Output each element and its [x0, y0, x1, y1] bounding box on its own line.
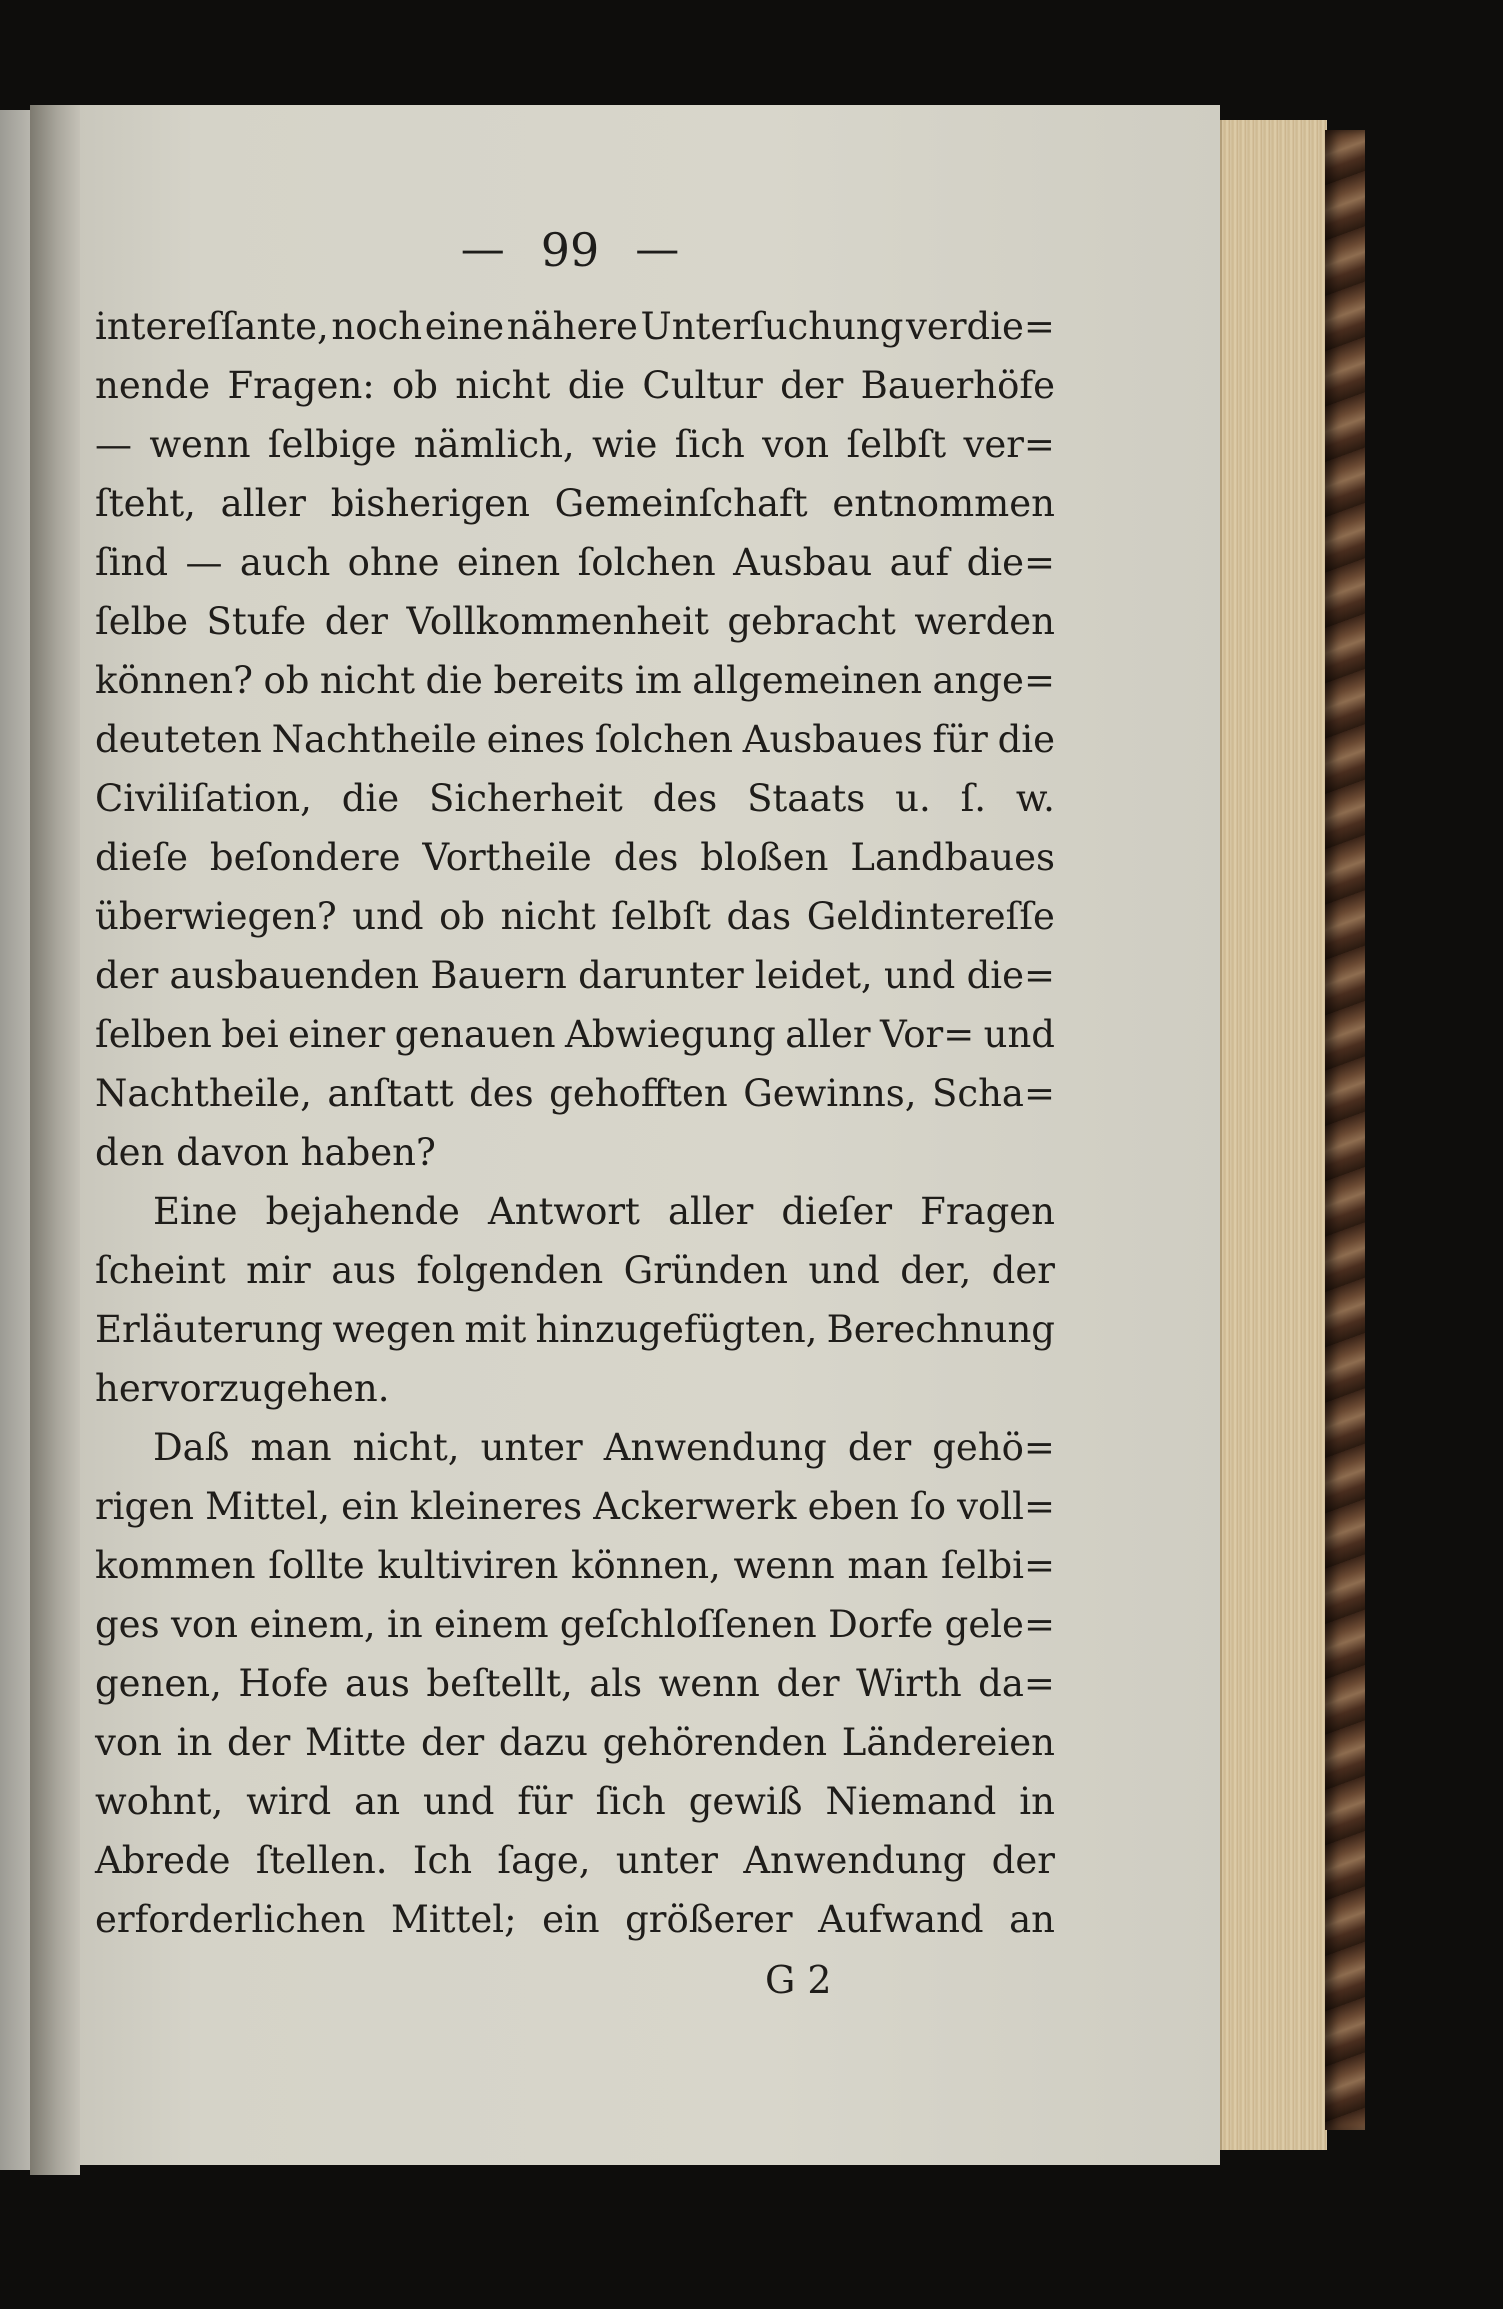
word: wenn: [658, 1662, 760, 1705]
page-header: [420, 220, 720, 280]
word: wird: [246, 1780, 332, 1823]
word: ſcheint: [95, 1249, 226, 1292]
word: folgenden: [416, 1249, 604, 1292]
word: ſ.: [960, 777, 987, 820]
word: Stufe: [206, 600, 307, 643]
text-line: [95, 769, 1055, 828]
word: genen,: [95, 1662, 222, 1705]
word: Anwendung: [743, 1839, 967, 1882]
word: Landbaues: [850, 836, 1055, 879]
text-line: [95, 1477, 1055, 1536]
word: auf: [889, 541, 950, 584]
word: geſchloſſenen: [559, 1603, 817, 1646]
word: Ländereien: [841, 1721, 1055, 1764]
word: ſelbſt: [846, 423, 947, 466]
word: Bauerhöfe: [860, 364, 1055, 407]
word: in: [176, 1721, 213, 1764]
marbled-cover-edge: [1325, 130, 1365, 2130]
word: im: [634, 659, 682, 702]
word: und: [352, 895, 424, 938]
word: u.: [895, 777, 931, 820]
text-line: [95, 1713, 1055, 1772]
text-line: [95, 828, 1055, 887]
word: der: [95, 954, 159, 997]
word: Ausbaues: [742, 718, 923, 761]
word: ob: [439, 895, 486, 938]
word: der: [991, 1249, 1055, 1292]
word: ſteht,: [95, 482, 196, 525]
word: Ackerwerk: [593, 1485, 797, 1528]
word: aus: [331, 1249, 397, 1292]
word: bereits: [493, 659, 625, 702]
word: des: [652, 777, 718, 820]
word: kultiviren: [377, 1544, 559, 1587]
word: von: [762, 423, 830, 466]
word: des: [469, 1072, 534, 1115]
text-line: [95, 533, 1055, 592]
header-dash-left: —: [460, 224, 505, 275]
text-line: [95, 1182, 1055, 1241]
text-line: [95, 297, 1055, 356]
word: werden: [914, 600, 1055, 643]
word: bisherigen: [330, 482, 530, 525]
word: ſich: [595, 1780, 666, 1823]
word: Anwendung: [603, 1426, 827, 1469]
word: der: [991, 1839, 1055, 1882]
word: und: [423, 1780, 495, 1823]
text-line: [95, 1241, 1055, 1300]
word: wegen: [332, 1308, 456, 1351]
text-line: [95, 1005, 1055, 1064]
word: man: [250, 1426, 332, 1469]
word: ſolchen: [594, 718, 733, 761]
word: bejahende: [265, 1190, 460, 1233]
word: für: [517, 1780, 573, 1823]
signature-mark: G 2: [765, 1958, 832, 2002]
word: einen: [456, 541, 561, 584]
word: nicht,: [352, 1426, 460, 1469]
word: Daß: [153, 1426, 230, 1469]
text-line: [95, 651, 1055, 710]
word: als: [589, 1662, 643, 1705]
text-line: [95, 1595, 1055, 1654]
word: Fragen: [920, 1190, 1055, 1233]
word: aller: [785, 1013, 871, 1056]
word: in: [1019, 1780, 1055, 1823]
text-line: [95, 1772, 1055, 1831]
word: der: [227, 1721, 291, 1764]
word: dieſer: [781, 1190, 893, 1233]
word: Mittel,: [205, 1485, 331, 1528]
text-line: [95, 946, 1055, 1005]
word: mir: [246, 1249, 311, 1292]
word: ſolchen: [577, 541, 716, 584]
word: Vor=: [879, 1013, 975, 1056]
word: die=: [966, 954, 1055, 997]
word: Mitte: [304, 1721, 407, 1764]
word: anſtatt: [327, 1072, 454, 1115]
word: aus: [345, 1662, 410, 1705]
text-line: [95, 1300, 1055, 1359]
word: Ich: [412, 1839, 473, 1882]
word: der: [847, 1426, 912, 1469]
word: Dorfe: [828, 1603, 934, 1646]
word: ob: [392, 364, 438, 407]
word: wenn: [149, 423, 251, 466]
word: darunter: [578, 954, 744, 997]
text-line: [95, 1064, 1055, 1123]
page-number: 99: [540, 223, 600, 277]
header-dash-right: —: [635, 224, 680, 275]
word: aller: [667, 1190, 754, 1233]
word: —: [95, 423, 132, 466]
word: Abrede: [95, 1839, 231, 1882]
word: der: [420, 1721, 485, 1764]
text-line: den davon haben?: [95, 1131, 436, 1174]
word: unter: [615, 1839, 718, 1882]
word: ſind: [95, 541, 169, 584]
word: Vortheile: [422, 836, 592, 879]
word: Unterſuchung: [640, 305, 904, 348]
word: der: [776, 1662, 840, 1705]
word: ſich: [674, 423, 745, 466]
page-block-edge: [1220, 120, 1327, 2150]
word: auch: [239, 541, 331, 584]
word: beſtellt,: [426, 1662, 573, 1705]
word: überwiegen?: [95, 895, 337, 938]
word: ſage,: [497, 1839, 591, 1882]
word: aller: [220, 482, 306, 525]
word: Vollkommenheit: [406, 600, 709, 643]
word: genauen: [394, 1013, 556, 1056]
word: der: [780, 364, 844, 407]
word: der,: [900, 1249, 972, 1292]
word: deuteten: [95, 718, 262, 761]
word: voll=: [957, 1485, 1055, 1528]
word: gele=: [944, 1603, 1055, 1646]
text-line: [95, 1890, 1055, 1949]
text-line: [95, 710, 1055, 769]
word: Cultur: [642, 364, 763, 407]
word: ſelbe: [95, 600, 189, 643]
word: Antwort: [487, 1190, 640, 1233]
word: Eine: [153, 1190, 238, 1233]
word: dieſe: [95, 836, 189, 879]
word: ausbauenden: [169, 954, 420, 997]
word: eine: [424, 305, 505, 348]
word: an: [1009, 1898, 1055, 1941]
word: können?: [95, 659, 253, 702]
word: ges: [95, 1603, 160, 1646]
word: entnommen: [832, 482, 1055, 525]
text-line: hervorzugehen.: [95, 1367, 390, 1410]
word: dazu: [498, 1721, 588, 1764]
word: wenn: [733, 1544, 835, 1587]
word: ſo: [910, 1485, 946, 1528]
word: Mittel;: [390, 1898, 517, 1941]
word: ohne: [347, 541, 440, 584]
word: Ausbau: [733, 541, 873, 584]
word: der: [324, 600, 388, 643]
word: die: [425, 659, 483, 702]
word: w.: [1015, 777, 1055, 820]
word: in: [386, 1603, 423, 1646]
word: Abwiegung: [565, 1013, 776, 1056]
word: Berechnung: [826, 1308, 1055, 1351]
word: ein: [542, 1898, 600, 1941]
word: ange=: [932, 659, 1055, 702]
word: unter: [480, 1426, 583, 1469]
word: Wirth: [856, 1662, 962, 1705]
word: die: [997, 718, 1055, 761]
word: eines: [486, 718, 586, 761]
word: das: [726, 895, 792, 938]
word: größerer: [625, 1898, 793, 1941]
word: kommen: [95, 1544, 256, 1587]
word: beſondere: [209, 836, 401, 879]
word: Gemeinſchaft: [554, 482, 808, 525]
word: mit: [464, 1308, 527, 1351]
word: bloßen: [700, 836, 829, 879]
word: des: [613, 836, 679, 879]
word: bei: [221, 1013, 279, 1056]
word: an: [354, 1780, 401, 1823]
word: können,: [570, 1544, 721, 1587]
text-line: [95, 415, 1055, 474]
word: von: [170, 1603, 238, 1646]
word: noch: [331, 305, 423, 348]
word: Fragen:: [227, 364, 375, 407]
word: rigen: [95, 1485, 194, 1528]
word: von: [95, 1721, 163, 1764]
word: Staats: [747, 777, 866, 820]
book-gutter: [30, 105, 80, 2175]
word: ein: [341, 1485, 399, 1528]
word: und: [983, 1013, 1055, 1056]
word: nämlich,: [413, 423, 575, 466]
word: —: [185, 541, 223, 584]
word: Aufwand: [818, 1898, 984, 1941]
word: Sicherheit: [429, 777, 623, 820]
word: erforderlichen: [95, 1898, 366, 1941]
word: und: [808, 1249, 880, 1292]
word: kleineres: [409, 1485, 583, 1528]
word: hinzugefügten,: [535, 1308, 818, 1351]
word: ſollte: [268, 1544, 365, 1587]
word: Gewinns,: [743, 1072, 917, 1115]
word: gehö=: [932, 1426, 1055, 1469]
word: man: [847, 1544, 929, 1587]
word: einer: [288, 1013, 386, 1056]
word: gewiß: [688, 1780, 803, 1823]
word: leidet,: [754, 954, 873, 997]
word: Nachtheile: [271, 718, 477, 761]
word: nicht: [455, 364, 551, 407]
word: die: [567, 364, 626, 407]
word: Scha=: [932, 1072, 1055, 1115]
word: einem: [434, 1603, 549, 1646]
word: Nachtheile,: [95, 1072, 312, 1115]
text-line: [95, 592, 1055, 651]
word: eben: [807, 1485, 899, 1528]
body-text: [95, 297, 1055, 1949]
word: ſelbſt: [611, 895, 711, 938]
word: wie: [591, 423, 658, 466]
text-line: [95, 1654, 1055, 1713]
word: wohnt,: [95, 1780, 224, 1823]
word: nicht: [319, 659, 416, 702]
word: intereſſante,: [95, 305, 329, 348]
word: ſelbi=: [941, 1544, 1055, 1587]
word: Bauern: [430, 954, 567, 997]
word: Niemand: [825, 1780, 997, 1823]
word: verdie=: [906, 305, 1055, 348]
word: Gründen: [623, 1249, 788, 1292]
word: Hofe: [238, 1662, 329, 1705]
word: Civiliſation,: [95, 777, 312, 820]
word: allgemeinen: [692, 659, 922, 702]
word: einem,: [249, 1603, 376, 1646]
word: gebracht: [727, 600, 896, 643]
word: nende: [95, 364, 211, 407]
word: und: [883, 954, 956, 997]
word: ob: [263, 659, 310, 702]
word: für: [932, 718, 988, 761]
word: Geldintereſſe: [806, 895, 1055, 938]
text-line: [95, 1418, 1055, 1477]
word: Erläuterung: [95, 1308, 324, 1351]
word: die: [341, 777, 400, 820]
word: ſtellen.: [255, 1839, 388, 1882]
text-line: [95, 1831, 1055, 1890]
word: gehörenden: [602, 1721, 828, 1764]
word: gehofften: [549, 1072, 728, 1115]
word: nicht: [500, 895, 596, 938]
word: da=: [978, 1662, 1055, 1705]
word: ſelbige: [267, 423, 397, 466]
word: ver=: [963, 423, 1055, 466]
text-line: [95, 474, 1055, 533]
word: die=: [966, 541, 1055, 584]
word: nähere: [506, 305, 638, 348]
word: ſelben: [95, 1013, 212, 1056]
text-line: [95, 356, 1055, 415]
previous-page-edge: [0, 110, 30, 2170]
text-line: [95, 1536, 1055, 1595]
text-line: [95, 887, 1055, 946]
